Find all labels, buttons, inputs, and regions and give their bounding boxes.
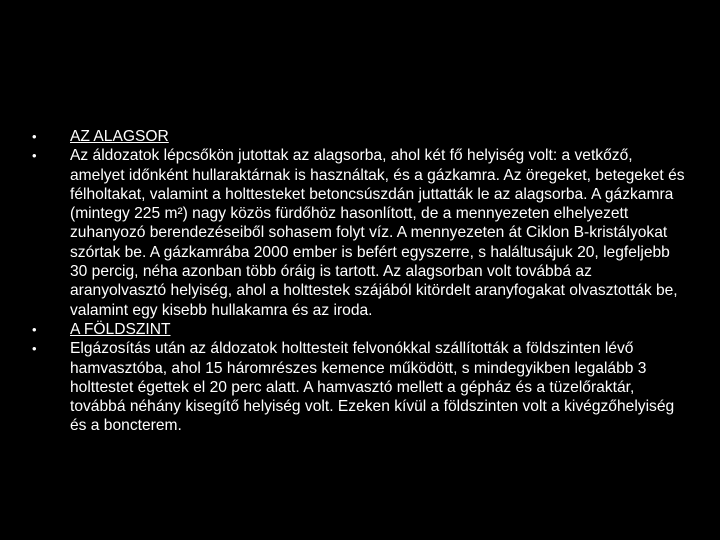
- section-heading-foldszint: A FÖLDSZINT: [70, 320, 171, 338]
- bullet-item-alagsor-heading: [30, 127, 690, 146]
- paragraph-alagsor: Az áldozatok lépcsőkön jutottak az alagsorba, ahol két fő helyiség volt: a vetkőző, amelyet időnként hullaraktárnak is használtak, és a gázkamra. Az öregeket, betegeket és félholtakat, valamint a holttesteket betoncsúszdán juttatták le az alagsorba. A gázkamra (mintegy 225 m²) nagy közös fürdőhöz hasonlított, de a mennyezeten elhelyezett zuhanyozó berendezéseiből sohasem folyt víz. A mennyezeten át Ciklon B-kristályokat szórtak be. A gázkamrába 2000 ember is befért egyszerre, s haláltusájuk 20, legfeljebb 30 percig, néha azonban több óráig is tartott. Az alagsorban volt továbbá az aranyolvasztó helyiség, ahol a holttestek szájából kitördelt aranyfogakat olvasztották be, valamint egy kisebb hullakamra és az iroda.: [70, 147, 685, 319]
- paragraph-foldszint: Elgázosítás után az áldozatok holttesteit felvonókkal szállították a földszinten lévő hamvasztóba, ahol 15 háromrészes kemence működött, s mindegyikben legalább 3 holttestet égettek el 20 perc alatt. A hamvasztó mellett a gépház és a tüzelőraktár, továbbá néhány kisegítő helyiség volt. Ezeken kívül a földszinten volt a kivégzőhelyiség és a boncterem.: [70, 340, 675, 435]
- bullet-list: [30, 127, 690, 436]
- bullet-item-alagsor-text: [30, 146, 690, 320]
- bullet-item-foldszint-text: [30, 339, 690, 435]
- bullet-icon: •: [32, 129, 37, 144]
- section-heading-alagsor: AZ ALAGSOR: [70, 128, 169, 145]
- bullet-icon: •: [32, 341, 37, 357]
- bullet-icon: •: [32, 321, 37, 337]
- bullet-item-foldszint-heading: [30, 320, 690, 339]
- bullet-icon: •: [32, 148, 37, 164]
